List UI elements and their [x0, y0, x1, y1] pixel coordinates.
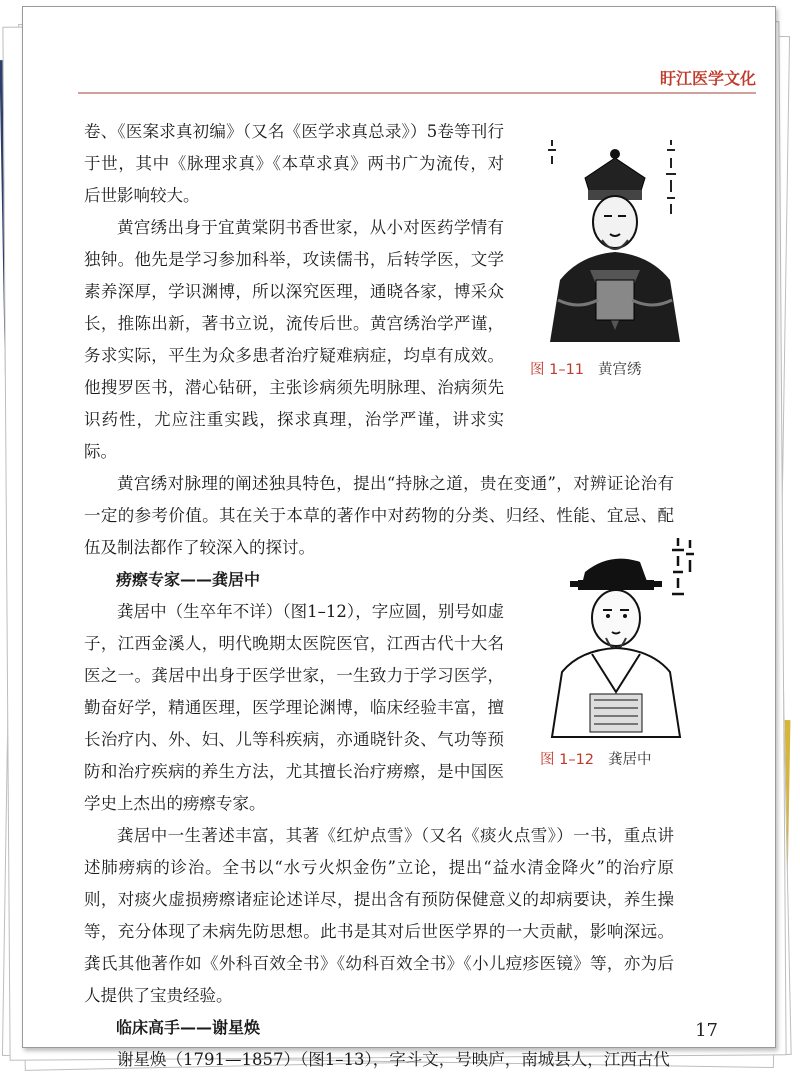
figure-number: 图 1–11	[530, 362, 585, 378]
figure-caption	[540, 748, 700, 769]
figure-1-12	[540, 532, 700, 769]
paragraph: 谢星焕（1791—1857）（图1–13），字斗文，号映庐，南城县人，江西古代	[117, 1050, 670, 1069]
figure-name: 黄宫绣	[598, 362, 642, 378]
paragraph: 黄宫绣对脉理的阐述独具特色，提出“持脉之道，贵在变通”，对辨证论治有一定的参考价值。其在关于本草的著作中对药物的分类、归经、性能、宜忌、配伍及制法都作了较深入的探讨。	[84, 474, 674, 557]
paragraph: 龚居中（生卒年不详）（图1–12），字应圆，别号如虚子，江西金溪人，明代晚期太医院医官，江西古代十大名医之一。龚居中出身于医学世家，一生致力于学习医学，勤奋好学，精通医理，医学理论渊博，临床经验丰富，擅长治疗内、外、妇、儿等科疾病，亦通晓针灸、气功等预防和治疗疾病的养生方法，尤其擅长治疗痨瘵，是中国医学史上杰出的痨瘵专家。	[84, 602, 504, 813]
page-number: 17	[695, 1020, 718, 1041]
header-rule	[78, 92, 756, 94]
portrait-huang-gongxiu	[530, 130, 700, 352]
section-heading: 痨瘵专家——龚居中	[116, 570, 261, 589]
paragraph: 龚居中一生著述丰富，其著《红炉点雪》（又名《痰火点雪》）一书，重点讲述肺痨病的诊治。全书以“水亏火炽金伤”立论，提出“益水清金降火”的治疗原则，对痰火虚损痨瘵诸症论述详尽，提出含有预防保健意义的却病要诀，养生操等，充分体现了未病先防思想。此书是其对后世医学界的一大贡献，影响深远。龚氏其他著作如《外科百效全书》《幼科百效全书》《小儿痘疹医镜》等，亦为后人提供了宝贵经验。	[84, 826, 674, 1005]
running-header-title: 盱江医学文化	[659, 69, 756, 88]
figure-name: 龚居中	[608, 752, 652, 768]
section-heading: 临床高手——谢星焕	[116, 1018, 261, 1037]
figure-caption	[530, 358, 700, 379]
paragraph: 卷、《医案求真初编》（又名《医学求真总录》）5卷等刊行于世，其中《脉理求真》《本草求真》两书广为流传，对后世影响较大。	[84, 122, 504, 205]
paragraph: 黄宫绣出身于宜黄棠阴书香世家，从小对医药学情有独钟。他先是学习参加科举，攻读儒书，后转学医，文学素养深厚，学识渊博，所以深究医理，通晓各家，博采众长，推陈出新，著书立说，流传后世。黄宫绣治学严谨，务求实际，平生为众多患者治疗疑难病症，均卓有成效。他搜罗医书，潜心钻研，主张诊病须先明脉理、治病须先识药性，尤应注重实践，探求真理，治学严谨，讲求实际。	[84, 218, 504, 461]
figure-1-11	[530, 130, 700, 379]
portrait-gong-juzhong	[540, 532, 700, 742]
figure-number: 图 1–12	[540, 752, 595, 768]
